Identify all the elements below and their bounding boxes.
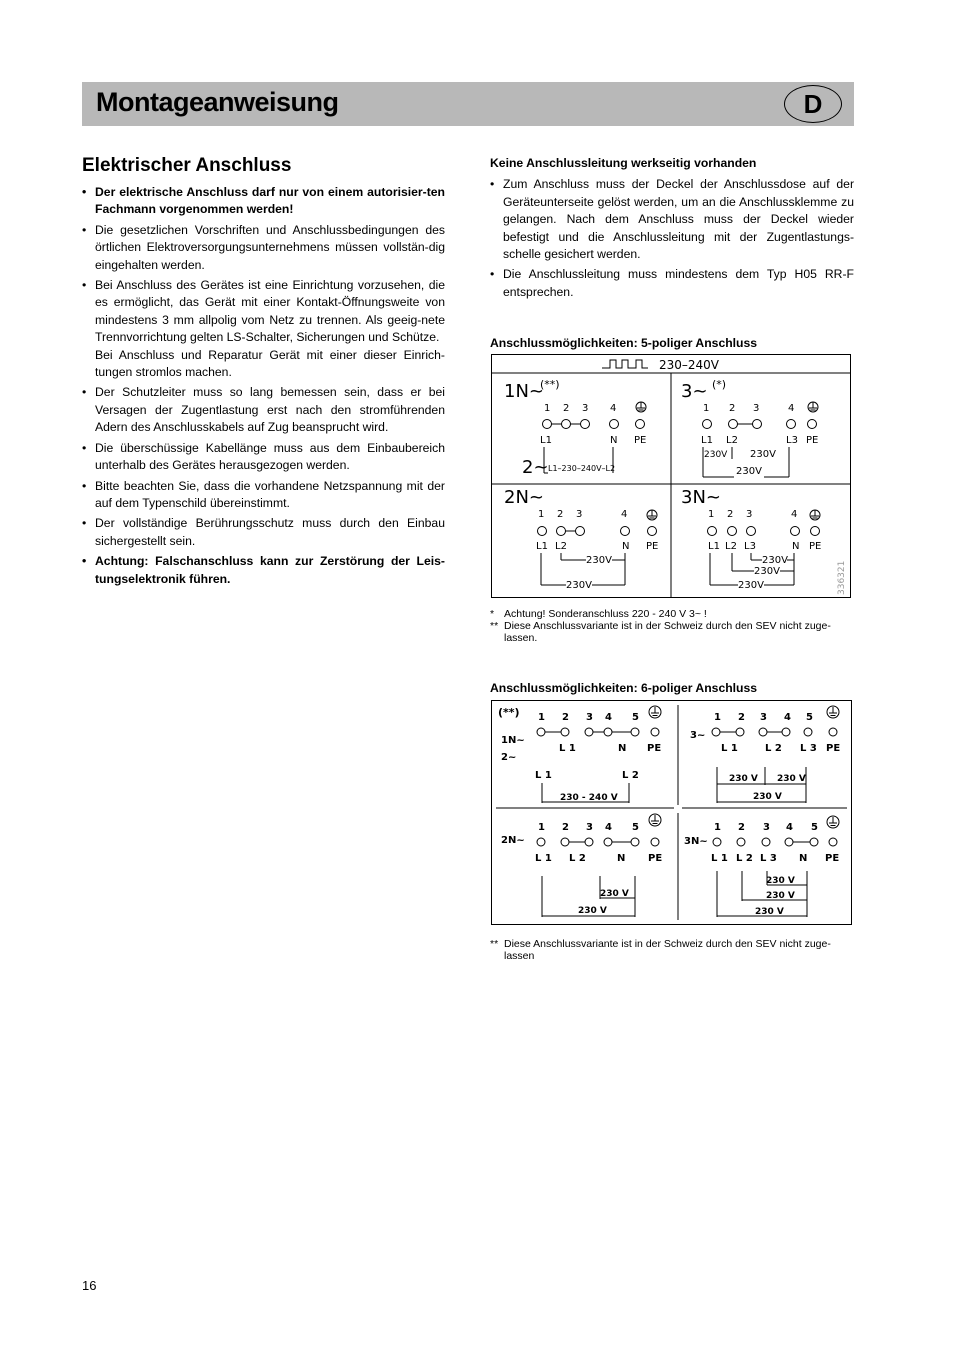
svg-text:3: 3	[582, 403, 589, 414]
svg-text:230 V: 230 V	[755, 907, 784, 917]
svg-text:5: 5	[632, 822, 639, 833]
svg-text:PE: PE	[646, 541, 659, 552]
svg-text:230V: 230V	[750, 449, 776, 460]
list-item: • Der elektrische Anschluss darf nur von einem autorisier-ten Fachmann vorgenommen werden!	[82, 184, 445, 219]
svg-text:1: 1	[708, 509, 715, 520]
svg-text:L3: L3	[744, 541, 756, 552]
svg-text:230 V: 230 V	[753, 792, 782, 802]
svg-text:2: 2	[557, 509, 564, 520]
svg-text:230 V: 230 V	[766, 891, 795, 901]
svg-text:4: 4	[621, 509, 628, 520]
header-bar	[82, 82, 854, 126]
svg-text:PE: PE	[806, 435, 819, 446]
svg-text:2: 2	[738, 712, 745, 723]
svg-text:5: 5	[806, 712, 813, 723]
svg-text:2: 2	[738, 822, 745, 833]
svg-text:L 3: L 3	[800, 743, 817, 754]
svg-text:L 1: L 1	[721, 743, 738, 754]
svg-text:PE: PE	[809, 541, 822, 552]
svg-text:5: 5	[632, 712, 639, 723]
svg-text:230 V: 230 V	[766, 876, 795, 886]
svg-text:4: 4	[784, 712, 791, 723]
svg-text:N: N	[622, 541, 630, 552]
svg-text:4: 4	[605, 822, 612, 833]
svg-text:N: N	[618, 743, 627, 754]
svg-text:4: 4	[788, 403, 795, 414]
svg-text:L 2: L 2	[765, 743, 782, 754]
footnote: ** Diese Anschlussvariante ist in der Schweiz durch den SEV nicht zuge-lassen	[490, 938, 831, 962]
svg-text:230 - 240 V: 230 - 240 V	[560, 793, 618, 803]
diagram-5-pole	[491, 354, 851, 598]
left-bullet-list	[82, 184, 445, 588]
svg-text:2: 2	[563, 403, 570, 414]
svg-text:4: 4	[610, 403, 617, 414]
section-title: Elektrischer Anschluss	[82, 155, 292, 176]
diagram5-code: 336321	[837, 560, 847, 595]
right-column	[490, 155, 854, 304]
notes-6pole	[490, 938, 854, 962]
language-badge: D	[784, 85, 842, 123]
page-title: Montageanweisung	[96, 87, 339, 117]
diagram5-q3-label: 2N~	[504, 487, 544, 508]
diagram5-title: Anschlussmöglichkeiten: 5-poliger Anschluss	[490, 336, 758, 350]
svg-text:L1: L1	[540, 435, 552, 446]
svg-text:L 2: L 2	[736, 853, 753, 864]
diagram5-q4-label: 3N~	[681, 487, 721, 508]
diagram6-q1-mark: (**)	[498, 706, 520, 719]
svg-text:2: 2	[562, 822, 569, 833]
svg-text:230V: 230V	[586, 555, 612, 566]
svg-text:230 V: 230 V	[578, 906, 607, 916]
svg-text:230 V: 230 V	[777, 774, 806, 784]
svg-text:5: 5	[811, 822, 818, 833]
svg-text:L1: L1	[708, 541, 720, 552]
svg-text:PE: PE	[648, 853, 663, 864]
svg-text:N: N	[610, 435, 618, 446]
diagram6-q1-label2: 2~	[501, 752, 517, 763]
svg-text:1: 1	[544, 403, 551, 414]
svg-text:L 2: L 2	[569, 853, 586, 864]
diagram6-q4-label: 3N~	[684, 836, 708, 847]
svg-text:N: N	[799, 853, 808, 864]
svg-text:L1: L1	[536, 541, 548, 552]
diagram6-q3-label: 2N~	[501, 835, 525, 846]
svg-text:230V: 230V	[738, 580, 764, 591]
svg-text:230V: 230V	[736, 466, 762, 477]
svg-text:L2: L2	[726, 435, 738, 446]
list-item: • Achtung: Falschanschluss kann zur Zerstörung der Leis-tungselektronik führen.	[82, 553, 445, 588]
svg-text:3: 3	[586, 712, 593, 723]
svg-text:N: N	[792, 541, 800, 552]
svg-text:3: 3	[576, 509, 583, 520]
diagram5-supply: 230–240V	[659, 358, 720, 372]
list-item: • Bei Anschluss des Gerätes ist eine Einrichtung vorzusehen, die es ermöglicht, das Gerät mit einer Kontakt-Öffnungsweite von mindestens 3 mm allpolig vom Netz zu trennen. Als geeig-nete Trennvorrichtung gelten LS-Schalter, Sicherungen und Schütze. Bei Anschluss und Reparatur Gerät mit einer dieser Einrich-tungen stromlos machen.	[82, 277, 445, 381]
left-column	[82, 184, 445, 591]
right-bullet-list	[490, 176, 854, 301]
notes-5pole	[490, 608, 854, 644]
svg-text:L 2: L 2	[622, 770, 639, 781]
list-item: • Zum Anschluss muss der Deckel der Anschlussdose auf der Geräteunterseite gelöst werden, um an die Anschlussklemme zu gelangen. Nach dem Anschluss muss der Deckel wieder befestigt und die Anschlussleitung mit der Zugentlastungs-schelle gesichert werden.	[490, 176, 854, 263]
diagram-6-pole	[491, 700, 852, 925]
diagram6-q1-label: 1N~	[501, 735, 525, 746]
svg-text:3: 3	[753, 403, 760, 414]
svg-text:230V: 230V	[762, 555, 788, 566]
diagram5-q1-label: 1N~	[504, 381, 544, 402]
list-item: • Bitte beachten Sie, dass die vorhandene Netzspannung mit der auf dem Typenschild übereinstimmt.	[82, 478, 445, 513]
svg-text:L 1: L 1	[535, 770, 552, 781]
svg-text:3: 3	[763, 822, 770, 833]
svg-text:PE: PE	[634, 435, 647, 446]
svg-text:2: 2	[727, 509, 734, 520]
svg-text:L1–230–240V–L2: L1–230–240V–L2	[548, 464, 616, 473]
svg-text:L 3: L 3	[760, 853, 777, 864]
svg-text:L1: L1	[701, 435, 713, 446]
svg-text:1: 1	[538, 712, 545, 723]
diagram6-q2-label: 3~	[690, 730, 706, 741]
svg-text:PE: PE	[825, 853, 840, 864]
svg-text:1: 1	[538, 822, 545, 833]
diagram5-q1-mark: (**)	[540, 378, 560, 391]
svg-text:L2: L2	[555, 541, 567, 552]
diagram5-q1-label2: 2~	[522, 457, 549, 478]
svg-text:2: 2	[562, 712, 569, 723]
svg-text:230 V: 230 V	[729, 774, 758, 784]
svg-text:230 V: 230 V	[600, 889, 629, 899]
svg-text:3: 3	[746, 509, 753, 520]
page-number: 16	[82, 1278, 97, 1293]
list-item: • Die gesetzlichen Vorschriften und Anschlussbedingungen des örtlichen Elektroversorgungsunternehmens müssen vollstän-dig eingehalten werden.	[82, 222, 445, 274]
svg-text:N: N	[617, 853, 626, 864]
diagram5-q2-label: 3~	[681, 381, 708, 402]
svg-text:2: 2	[729, 403, 736, 414]
svg-text:3: 3	[760, 712, 767, 723]
svg-text:PE: PE	[826, 743, 841, 754]
svg-text:L 1: L 1	[559, 743, 576, 754]
right-heading: Keine Anschlussleitung werkseitig vorhanden	[490, 156, 757, 170]
svg-text:PE: PE	[647, 743, 662, 754]
list-item: • Der vollständige Berührungsschutz muss durch den Einbau sichergestellt sein.	[82, 515, 445, 550]
svg-text:1: 1	[714, 822, 721, 833]
list-item: • Die Anschlussleitung muss mindestens dem Typ H05 RR-F entsprechen.	[490, 266, 854, 301]
svg-text:4: 4	[786, 822, 793, 833]
svg-text:L 1: L 1	[711, 853, 728, 864]
svg-text:L3: L3	[786, 435, 798, 446]
list-item: • Der Schutzleiter muss so lang bemessen sein, dass er bei Versagen der Zugentlastung erst nach den stromführenden Adern des Anschlusskabels auf Zug beansprucht wird.	[82, 384, 445, 436]
svg-text:1: 1	[714, 712, 721, 723]
svg-text:1: 1	[538, 509, 545, 520]
svg-text:L 1: L 1	[535, 853, 552, 864]
svg-text:1: 1	[703, 403, 710, 414]
footnote: * Achtung! Sonderanschluss 220 - 240 V 3~ !	[490, 608, 707, 620]
list-item: • Die überschüssige Kabellänge muss aus dem Einbaubereich unterhalb des Gerätes herausgezogen werden.	[82, 440, 445, 475]
svg-text:3: 3	[586, 822, 593, 833]
diagram6-title: Anschlussmöglichkeiten: 6-poliger Anschluss	[490, 681, 758, 695]
svg-text:230V: 230V	[754, 566, 780, 577]
svg-text:230V: 230V	[566, 580, 592, 591]
footnote: ** Diese Anschlussvariante ist in der Schweiz durch den SEV nicht zuge-lassen.	[490, 620, 831, 644]
svg-text:L2: L2	[725, 541, 737, 552]
svg-text:4: 4	[605, 712, 612, 723]
diagram5-q2-mark: (*)	[712, 378, 727, 391]
svg-text:230V: 230V	[704, 450, 728, 460]
svg-text:4: 4	[791, 509, 798, 520]
